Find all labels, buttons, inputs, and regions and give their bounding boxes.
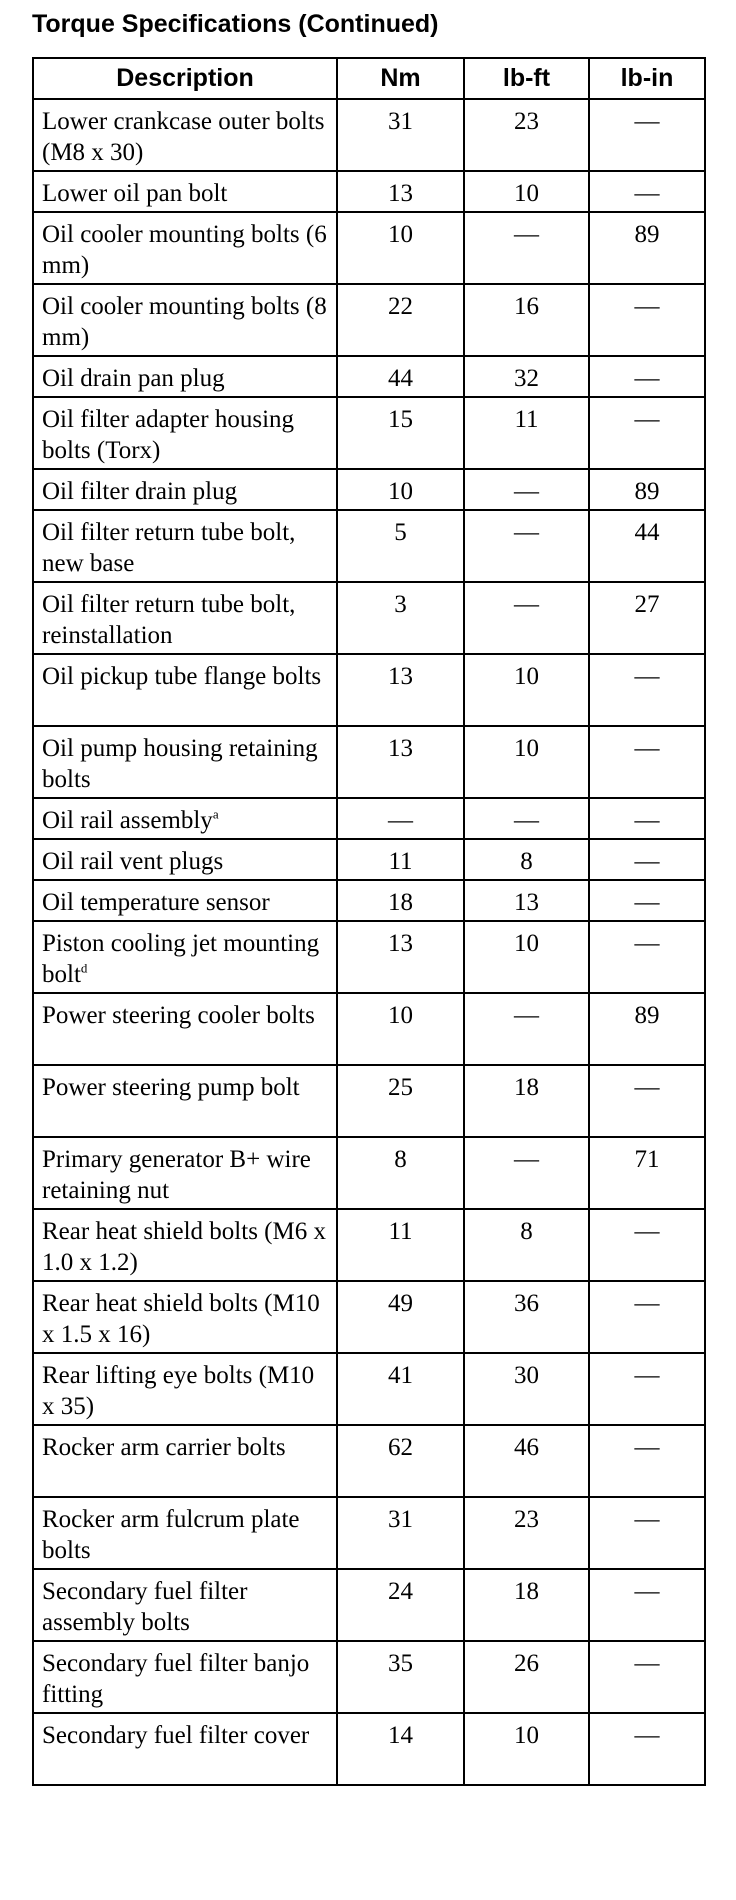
footnote-marker: a	[212, 806, 219, 822]
cell-nm: 10	[337, 993, 464, 1065]
cell-lb-in: —	[589, 1353, 705, 1425]
table-row	[33, 171, 705, 212]
table-row	[33, 726, 705, 798]
cell-lb-ft: 10	[464, 1713, 589, 1785]
cell-nm: 8	[337, 1137, 464, 1209]
table-row	[33, 1281, 705, 1353]
description-text: Lower crankcase outer bolts (M8 x 30)	[42, 108, 325, 166]
cell-description	[33, 582, 337, 654]
cell-lb-ft: 23	[464, 99, 589, 171]
table-row	[33, 284, 705, 356]
description-text: Secondary fuel filter banjo fitting	[42, 1650, 310, 1708]
cell-lb-ft: 10	[464, 171, 589, 212]
table-row	[33, 798, 705, 839]
cell-description	[33, 1209, 337, 1281]
header-description: Description	[33, 58, 337, 99]
description-text: Power steering cooler bolts	[42, 1002, 315, 1029]
cell-lb-ft: —	[464, 1137, 589, 1209]
cell-nm: 3	[337, 582, 464, 654]
cell-lb-in: —	[589, 1641, 705, 1713]
table-row	[33, 1713, 705, 1785]
cell-lb-in: 89	[589, 212, 705, 284]
cell-description	[33, 880, 337, 921]
cell-description	[33, 469, 337, 510]
description-text: Oil filter return tube bolt, new base	[42, 519, 296, 577]
description-text: Rocker arm fulcrum plate bolts	[42, 1506, 300, 1564]
description-text: Oil temperature sensor	[42, 889, 270, 916]
cell-nm: 31	[337, 99, 464, 171]
table-row	[33, 1209, 705, 1281]
cell-lb-in: —	[589, 726, 705, 798]
cell-description	[33, 726, 337, 798]
table-row	[33, 1641, 705, 1713]
table-row	[33, 839, 705, 880]
cell-lb-in: 89	[589, 469, 705, 510]
cell-lb-in: —	[589, 798, 705, 839]
cell-lb-in: —	[589, 880, 705, 921]
cell-description	[33, 1425, 337, 1497]
table-row	[33, 99, 705, 171]
cell-lb-ft: 10	[464, 654, 589, 726]
description-text: Oil rail vent plugs	[42, 848, 224, 875]
cell-description	[33, 1641, 337, 1713]
description-text: Secondary fuel filter assembly bolts	[42, 1578, 248, 1636]
cell-lb-in: 27	[589, 582, 705, 654]
description-text: Power steering pump bolt	[42, 1074, 300, 1101]
cell-nm: 31	[337, 1497, 464, 1569]
cell-lb-ft: —	[464, 212, 589, 284]
cell-lb-in: —	[589, 1713, 705, 1785]
cell-lb-ft: 23	[464, 1497, 589, 1569]
cell-lb-ft: 26	[464, 1641, 589, 1713]
cell-nm: 22	[337, 284, 464, 356]
description-text: Primary generator B+ wire retaining nut	[42, 1146, 311, 1204]
cell-nm: 24	[337, 1569, 464, 1641]
table-row	[33, 1065, 705, 1137]
description-text: Secondary fuel filter cover	[42, 1722, 310, 1749]
cell-lb-in: —	[589, 654, 705, 726]
cell-description	[33, 284, 337, 356]
cell-description	[33, 212, 337, 284]
description-text: Oil cooler mounting bolts (8 mm)	[42, 293, 327, 351]
cell-lb-in: —	[589, 1425, 705, 1497]
description-text: Oil drain pan plug	[42, 365, 225, 392]
cell-nm: 13	[337, 921, 464, 993]
cell-nm: 13	[337, 654, 464, 726]
cell-nm: 25	[337, 1065, 464, 1137]
table-row	[33, 921, 705, 993]
cell-description	[33, 1065, 337, 1137]
cell-lb-in: —	[589, 1209, 705, 1281]
description-text: Rear heat shield bolts (M10 x 1.5 x 16)	[42, 1290, 320, 1348]
cell-lb-in: 44	[589, 510, 705, 582]
cell-lb-ft: 11	[464, 397, 589, 469]
cell-nm: 11	[337, 1209, 464, 1281]
cell-nm: 49	[337, 1281, 464, 1353]
cell-lb-ft: —	[464, 469, 589, 510]
description-text: Oil rail assembly	[42, 807, 213, 834]
cell-lb-ft: 36	[464, 1281, 589, 1353]
table-row	[33, 1569, 705, 1641]
table-row	[33, 397, 705, 469]
table-row	[33, 582, 705, 654]
cell-lb-in: —	[589, 397, 705, 469]
cell-description	[33, 1497, 337, 1569]
header-nm: Nm	[337, 58, 464, 99]
cell-nm: 62	[337, 1425, 464, 1497]
cell-description	[33, 1353, 337, 1425]
cell-lb-ft: 30	[464, 1353, 589, 1425]
cell-nm: 13	[337, 726, 464, 798]
table-row	[33, 469, 705, 510]
torque-spec-table	[32, 57, 706, 1786]
cell-lb-ft: —	[464, 993, 589, 1065]
description-text: Oil pickup tube flange bolts	[42, 663, 322, 690]
cell-nm: 10	[337, 469, 464, 510]
table-row	[33, 1497, 705, 1569]
cell-description	[33, 654, 337, 726]
cell-description	[33, 798, 337, 839]
cell-lb-ft: 16	[464, 284, 589, 356]
table-row	[33, 1425, 705, 1497]
footnote-marker: d	[80, 960, 88, 976]
description-text: Oil pump housing retaining bolts	[42, 735, 318, 793]
cell-description	[33, 921, 337, 993]
cell-lb-ft: 18	[464, 1065, 589, 1137]
cell-lb-ft: —	[464, 798, 589, 839]
cell-lb-ft: 10	[464, 726, 589, 798]
header-lb-ft: lb-ft	[464, 58, 589, 99]
table-row	[33, 880, 705, 921]
table-header-row	[33, 58, 705, 99]
cell-lb-ft: 18	[464, 1569, 589, 1641]
cell-description	[33, 1137, 337, 1209]
page-title: Torque Specifications (Continued)	[32, 10, 439, 38]
description-text: Rear lifting eye bolts (M10 x 35)	[42, 1362, 315, 1420]
cell-nm: 10	[337, 212, 464, 284]
table-row	[33, 356, 705, 397]
description-text: Lower oil pan bolt	[42, 180, 228, 207]
description-text: Oil cooler mounting bolts (6 mm)	[42, 221, 327, 279]
cell-description	[33, 1281, 337, 1353]
description-text: Oil filter adapter housing bolts (Torx)	[42, 406, 295, 464]
description-text: Piston cooling jet mounting bolt	[42, 930, 320, 988]
table-row	[33, 654, 705, 726]
cell-lb-ft: 8	[464, 1209, 589, 1281]
cell-lb-ft: 32	[464, 356, 589, 397]
cell-lb-ft: —	[464, 510, 589, 582]
cell-description	[33, 993, 337, 1065]
description-text: Rocker arm carrier bolts	[42, 1434, 286, 1461]
cell-lb-in: —	[589, 284, 705, 356]
cell-nm: 18	[337, 880, 464, 921]
table-row	[33, 1353, 705, 1425]
description-text: Oil filter drain plug	[42, 478, 238, 505]
cell-lb-in: —	[589, 1281, 705, 1353]
cell-lb-in: —	[589, 839, 705, 880]
cell-lb-in: —	[589, 921, 705, 993]
cell-nm: 13	[337, 171, 464, 212]
cell-lb-in: —	[589, 1569, 705, 1641]
cell-description	[33, 839, 337, 880]
description-text: Rear heat shield bolts (M6 x 1.0 x 1.2)	[42, 1218, 326, 1276]
cell-nm: 41	[337, 1353, 464, 1425]
table-row	[33, 212, 705, 284]
cell-description	[33, 510, 337, 582]
cell-description	[33, 356, 337, 397]
cell-nm: 44	[337, 356, 464, 397]
cell-nm: 14	[337, 1713, 464, 1785]
cell-lb-ft: 46	[464, 1425, 589, 1497]
table-row	[33, 510, 705, 582]
cell-nm: 5	[337, 510, 464, 582]
cell-lb-in: —	[589, 1497, 705, 1569]
cell-lb-in: —	[589, 99, 705, 171]
header-lb-in: lb-in	[589, 58, 705, 99]
cell-description	[33, 171, 337, 212]
cell-nm: 15	[337, 397, 464, 469]
cell-description	[33, 397, 337, 469]
cell-description	[33, 99, 337, 171]
cell-lb-ft: 8	[464, 839, 589, 880]
description-text: Oil filter return tube bolt, reinstallation	[42, 591, 296, 649]
cell-lb-ft: —	[464, 582, 589, 654]
cell-lb-in: —	[589, 171, 705, 212]
table-row	[33, 993, 705, 1065]
cell-lb-in: 89	[589, 993, 705, 1065]
cell-nm: 35	[337, 1641, 464, 1713]
cell-lb-ft: 10	[464, 921, 589, 993]
cell-description	[33, 1713, 337, 1785]
cell-nm: 11	[337, 839, 464, 880]
cell-description	[33, 1569, 337, 1641]
cell-nm: —	[337, 798, 464, 839]
cell-lb-in: —	[589, 1065, 705, 1137]
cell-lb-in: 71	[589, 1137, 705, 1209]
cell-lb-in: —	[589, 356, 705, 397]
cell-lb-ft: 13	[464, 880, 589, 921]
table-row	[33, 1137, 705, 1209]
